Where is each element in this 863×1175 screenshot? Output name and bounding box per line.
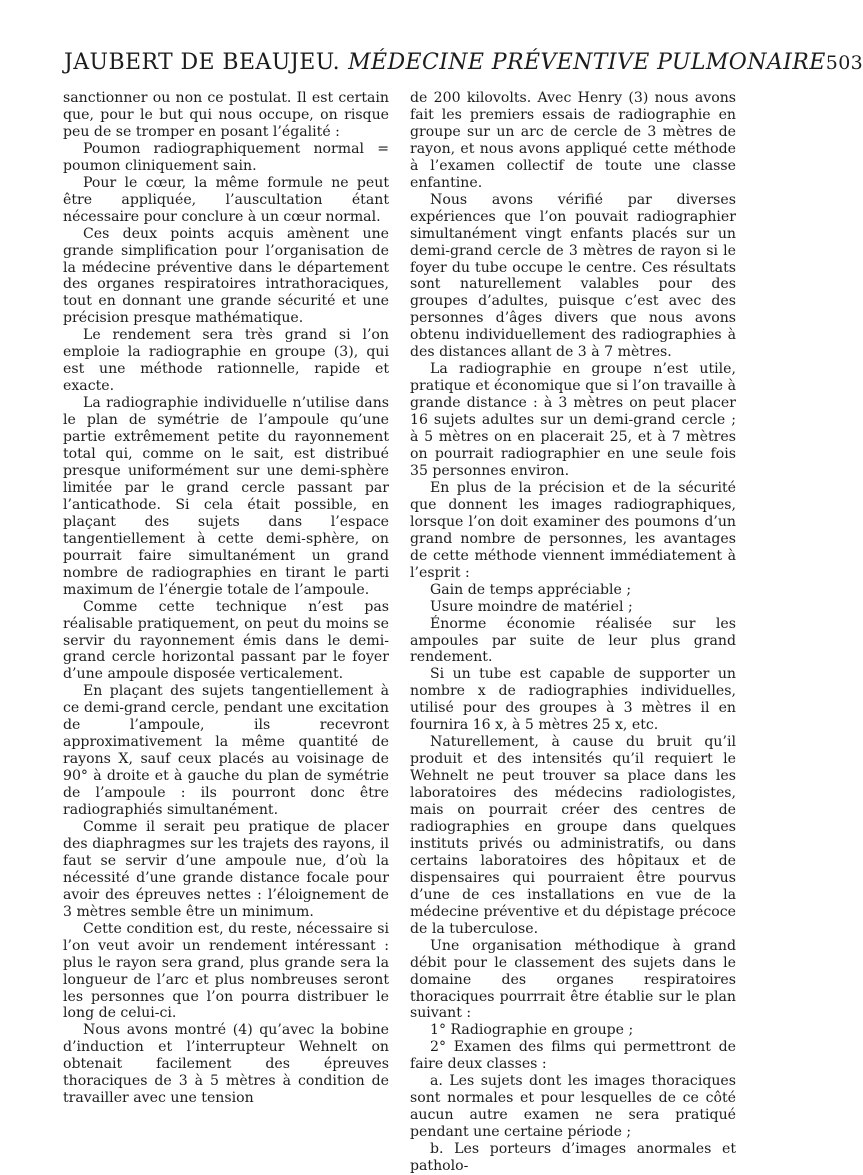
paragraph: Si un tube est capable de supporter un nombre x de radiographies individuelles, utilisé pour des groupes à 3 mètres il en fournira 16 x, à 5 mètres 25 x, etc. [410, 666, 736, 734]
paragraph: de 200 kilovolts. Avec Henry (3) nous avons fait les premiers essais de radiographie en groupe sur un arc de cercle de 3 mètres de rayon, et nous avons appliqué cette méthode à l’examen collectif de toute une classe enfantine. [410, 90, 736, 191]
paragraph: Nous avons montré (4) qu’avec la bobine d’induction et l’interrupteur Wehnelt on obtenait facilement des épreuves thoraciques de 3 à 5 mètres à condition de travailler avec une tension [63, 1022, 389, 1107]
paragraph: Cette condition est, du reste, nécessaire si l’on veut avoir un rendement intéressant : plus le rayon sera grand, plus grande sera la longueur de l’arc et plus nombreuses seront les personnes que l’on pourra distribuer le long de celui-ci. [63, 920, 389, 1022]
header-title: MÉDECINE PRÉVENTIVE PULMONAIRE [348, 50, 826, 75]
paragraph: La radiographie individuelle n’utilise dans le plan de symétrie de l’ampoule qu’une partie extrêmement petite du rayonnement total qui, comme on le sait, est distribué presque uniformément sur une demi-sphère limitée par le grand cercle passant par l’anticathode. Si cela était possible, en plaçant des sujets dans l’espace tangentiellement à cette demi-sphère, on pourrait faire simultanément un grand nombre de radiographies en tirant le parti maximum de l’énergie totale de l’ampoule. [63, 395, 389, 598]
paragraph: Naturellement, à cause du bruit qu’il produit et des intensités qu’il requiert le Wehnelt ne peut trouver sa place dans les laboratoires des médecins radiologistes, mais on pourrait créer des centres de radiographies en groupe dans quelques instituts privés ou administratifs, ou dans certains laboratoires des hôpitaux et de dispensaires qui pourraient être pourvus d’une de ces installations en vue de la médecine préventive et du dépistage précoce de la tuberculose. [410, 734, 736, 937]
paragraph: En plaçant des sujets tangentiellement à ce demi-grand cercle, pendant une excitation de l’ampoule, ils recevront approximativement la même quantité de rayons X, sauf ceux placés au voisinage de 90° à droite et à gauche du plan de symétrie de l’ampoule : ils pourront donc être radiographiés simultanément. [63, 683, 389, 819]
list-item: 1° Radiographie en groupe ; [430, 1022, 634, 1039]
list-item: a. Les sujets dont les images thoraciques sont normales et pour lesquelles de ce côté aucun autre examen ne sera pratiqué pendant une certaine période ; [410, 1073, 736, 1141]
paragraph: Poumon radiographiquement normal = poumon cliniquement sain. [63, 140, 389, 174]
page-number: 503 [825, 52, 863, 74]
paragraph: Nous avons vérifié par diverses expériences que l’on pouvait radiographier simultanément vingt enfants placés sur un demi-grand cercle de 3 mètres de rayon si le foyer du tube occupe le centre. Ces résultats sont naturellement valables pour des groupes d’adultes, puisque c’est avec des personnes d’âges divers que nous avons obtenu individuellement des radiographies à des distances allant de 3 à 7 mètres. [410, 191, 736, 361]
paragraph: Comme il serait peu pratique de placer des diaphragmes sur les trajets des rayons, il faut se servir d’une ampoule nue, d’où la nécessité d’une grande distance focale pour avoir des épreuves nettes : l’éloignement de 3 mètres semble être un minimum. [63, 818, 389, 920]
list-item: Gain de temps appréciable ; [430, 581, 632, 598]
right-column [410, 90, 736, 1175]
list-item: Énorme économie réalisée sur les ampoules par suite de leur plus grand rendement. [410, 615, 736, 666]
paragraph: Le rendement sera très grand si l’on emploie la radiographie en groupe (3), qui est une méthode rationnelle, rapide et exacte. [63, 327, 389, 395]
paragraph: Ces deux points acquis amènent une grande simplification pour l’organisation de la médecine préventive dans le département des organes respiratoires intrathoraciques, tout en donnant une grande sécurité et une précision presque mathématique. [63, 225, 389, 327]
header-author: JAUBERT DE BEAUJEU. [64, 50, 341, 75]
paragraph: Comme cette technique n’est pas réalisable pratiquement, on peut du moins se servir du rayonnement émis dans le demi-grand cercle horizontal passant par le foyer d’une ampoule disposée verticalement. [63, 598, 389, 683]
paragraph: Une organisation méthodique à grand débit pour le classement des sujets dans le domaine des organes respiratoires thoraciques pourrrait être établie sur le plan suivant : [410, 937, 736, 1022]
paragraph: sanctionner ou non ce postulat. Il est certain que, pour le but qui nous occupe, on risque peu de se tromper en posant l’égalité : [63, 90, 389, 140]
paragraph: Pour le cœur, la même formule ne peut être appliquée, l’auscultation étant nécessaire pour conclure à un cœur normal. [63, 174, 389, 225]
running-header [64, 50, 863, 80]
paragraph: En plus de la précision et de la sécurité que donnent les images radiographiques, lorsque l’on doit examiner des poumons d’un grand nombre de personnes, les avantages de cette méthode viennent immédiatement à l’esprit : [410, 479, 736, 581]
list-item: b. Les porteurs d’images anormales et patholo- [410, 1141, 736, 1175]
list-item: 2° Examen des films qui permettront de faire deux classes : [410, 1039, 736, 1073]
left-column [63, 90, 389, 1107]
list-item: Usure moindre de matériel ; [430, 598, 633, 615]
paragraph: La radiographie en groupe n’est utile, pratique et économique que si l’on travaille à grande distance : à 3 mètres on peut placer 16 sujets adultes sur un demi-grand cercle ; à 5 mètres on en placerait 25, et à 7 mètres on pourrait radiographier en une seule fois 35 personnes environ. [410, 361, 736, 479]
